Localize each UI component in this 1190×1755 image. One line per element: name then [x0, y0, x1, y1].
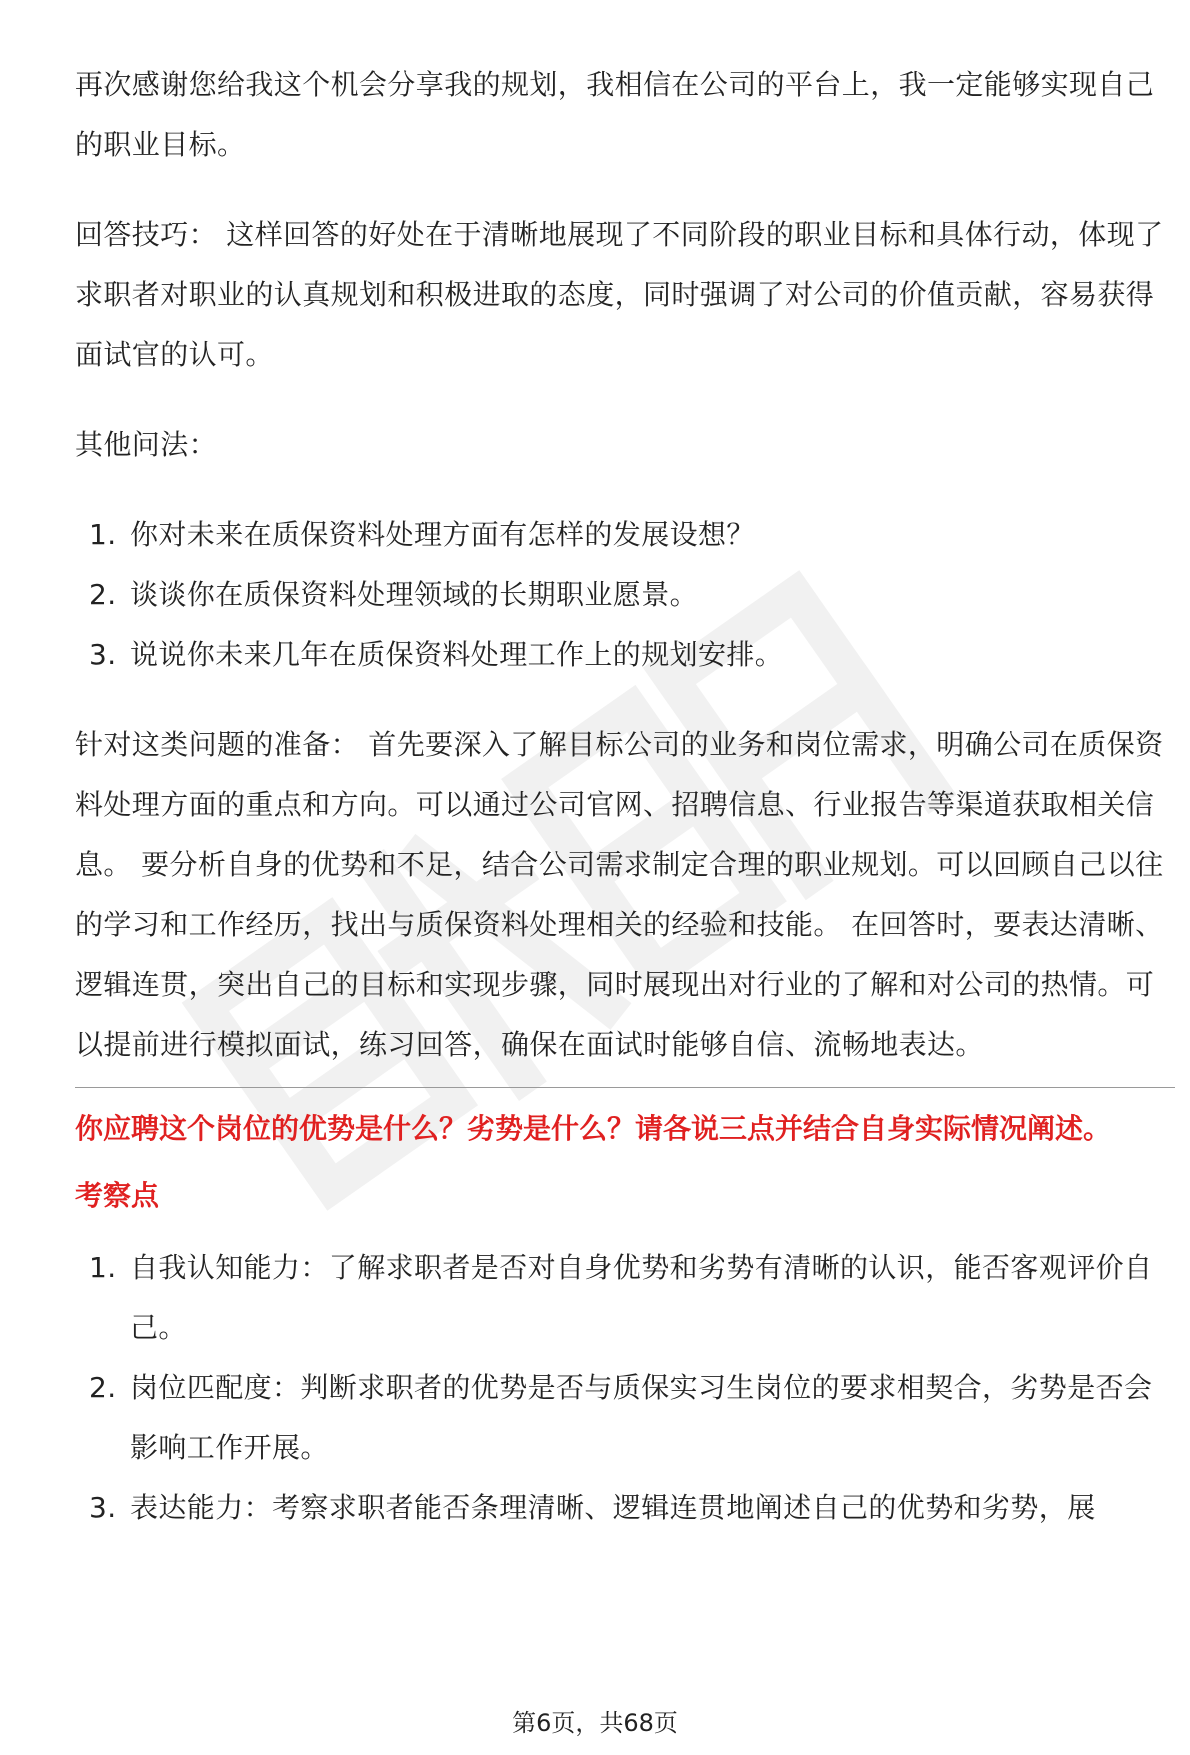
assessment-points-list	[75, 1238, 1175, 1538]
list-item: 3. 说说你未来几年在质保资料处理工作上的规划安排。	[89, 638, 784, 671]
list-item: 2. 谈谈你在质保资料处理领域的长期职业愿景。	[89, 578, 699, 611]
page-indicator: 第6页，共68页	[512, 1709, 678, 1737]
list-item: 2. 岗位匹配度：判断求职者的优势是否与质保实习生岗位的要求相契合，劣势是否会影响工作开展。	[89, 1371, 1153, 1464]
answer-tip-paragraph: 回答技巧： 这样回答的好处在于清晰地展现了不同阶段的职业目标和具体行动，体现了求职者对职业的认真规划和积极进取的态度，同时强调了对公司的价值贡献，容易获得面试官的认可。	[75, 218, 1164, 371]
closing-paragraph: 再次感谢您给我这个机会分享我的规划，我相信在公司的平台上，我一定能够实现自己的职业目标。	[75, 68, 1155, 161]
page-content	[75, 55, 1175, 1568]
list-item: 1. 自我认知能力：了解求职者是否对自身优势和劣势有清晰的认识，能否客观评价自己。	[89, 1251, 1153, 1344]
assessment-label: 考察点	[75, 1179, 160, 1212]
list-item: 1. 你对未来在质保资料处理方面有怎样的发展设想？	[89, 518, 755, 551]
list-item: 3. 表达能力：考察求职者能否条理清晰、逻辑连贯地阐述自己的优势和劣势，展	[89, 1491, 1096, 1524]
question-heading: 你应聘这个岗位的优势是什么？劣势是什么？请各说三点并结合自身实际情况阐述。	[75, 1112, 1112, 1145]
section-divider	[75, 1087, 1175, 1088]
other-questions-list	[75, 505, 1175, 685]
preparation-paragraph: 针对这类问题的准备： 首先要深入了解目标公司的业务和岗位需求，明确公司在质保资料处理方面的重点和方向。可以通过公司官网、招聘信息、行业报告等渠道获取相关信息。 要分析自身的优势和不足，结合公司需求制定合理的职业规划。可以回顾自己以往的学习和工作经历，找出与质保资料处理相关的经验和技能。 在回答时，要表达清晰、逻辑连贯，突出自己的目标和实现步骤，同时展现出对行业的了解和对公司的热情。可以提前进行模拟面试，练习回答，确保在面试时能够自信、流畅地表达。	[75, 728, 1164, 1061]
other-questions-label: 其他问法：	[75, 428, 218, 461]
